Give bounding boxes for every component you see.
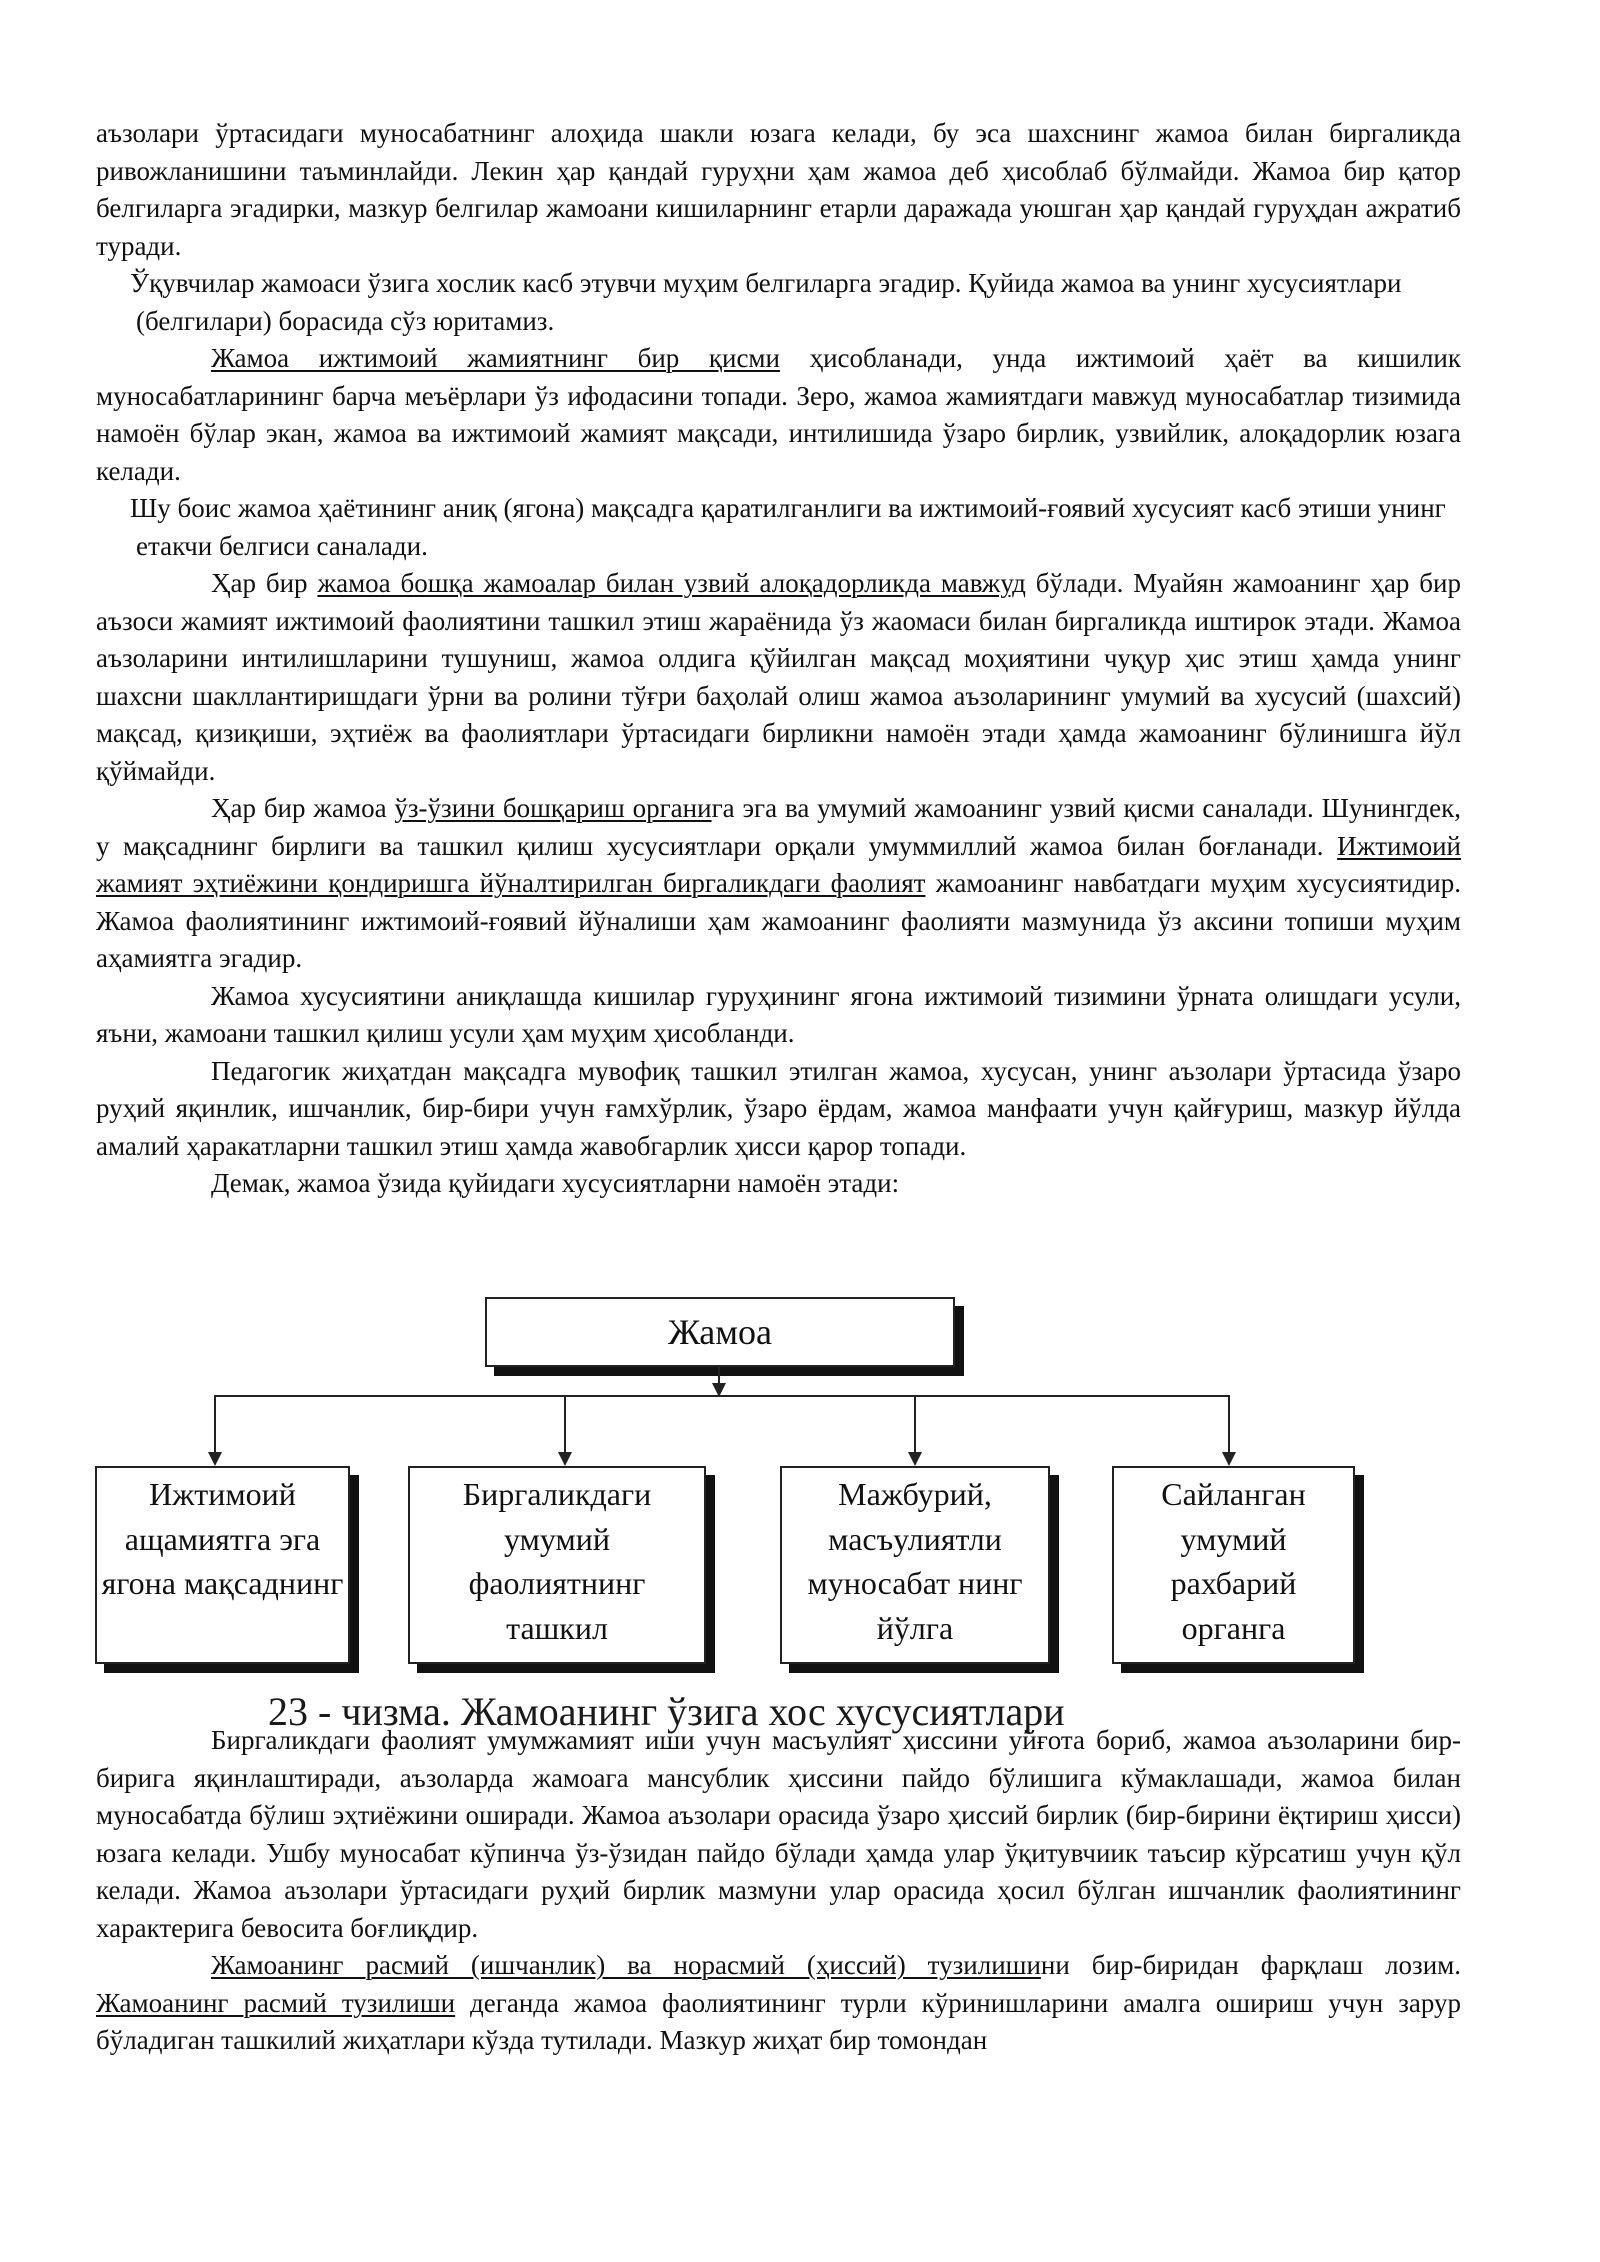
connector-line <box>1228 1395 1230 1435</box>
paragraph-6 <box>96 790 1461 978</box>
paragraph-4: Шу боис жамоа ҳаётининг аниқ (ягона) мақсадга қаратилганлиги ва ижтимоий-ғоявий хусусият касб этиши унинг етакчи белгиси саналади. <box>130 493 1446 561</box>
paragraph-1: аъзолари ўртасидаги муносабатнинг алоҳида шакли юзага келади, бу эса шахснинг жамоа билан биргаликда ривожланишини таъминлайди. Лекин ҳар қандай гуруҳни ҳам жамоа деб ҳисоблаб бўлмайди. Жамоа бир қатор белгиларга эгадирки, мазкур белгилар жамоани кишиларнинг етарли даражада уюшган ҳар қандай гуруҳдан ажратиб туради. <box>96 118 1461 261</box>
paragraph-8: Педагогик жиҳатдан мақсадга мувофиқ ташкил этилган жамоа, хусусан, унинг аъзолари ўртасида ўзаро руҳий яқинлик, ишчанлик, бир-бири учун ғамхўрлик, ўзаро ёрдам, жамоа манфаати учун қайғуриш, мазкур йўлда амалий ҳаракатларни ташкил этиш ҳамда жавобгарлик ҳисси қарор топади. <box>96 1055 1461 1161</box>
paragraph-11 <box>96 1947 1461 2060</box>
connector-line <box>214 1435 216 1452</box>
paragraph-text: га эга ва умумий жамоанинг узвий қисми саналади. Шунингдек, у мақсаднинг бирлиги ва ташкил қилиш хусусиятлари орқали умуммиллий жамоа билан боғланади. <box>96 793 1461 861</box>
connector-line <box>214 1395 216 1435</box>
underlined-phrase: Жамоанинг расмий тузилиши <box>96 1987 456 2018</box>
underlined-phrase: жамоа бошқа жамоалар билан узвий алоқадорликда мавжуд <box>317 568 1026 598</box>
paragraph-text: деганда жамоа фаолиятининг турли кўринишларини амалга ошириш учун зарур бўладиган ташкилий жиҳатлари кўзда тутилади. Мазкур жиҳат бир томондан <box>96 1987 1462 2055</box>
underlined-phrase: Ижтимоий жамият эҳтиёжини қондиришга йўналтирилган биргаликдаги фаолият <box>96 830 1461 898</box>
underlined-phrase: ўз-ўзини бошқариш органи <box>394 793 712 823</box>
diagram-child-box-3: Мажбурий, масъулиятли муносабат нинг йўлга <box>780 1466 1050 1664</box>
arrow-head <box>908 1452 922 1466</box>
paragraph-9: Демак, жамоа ўзида қуйидаги хусусиятларни намоён этади: <box>211 1168 900 1198</box>
underlined-phrase: Жамоанинг расмий (ишчанлик) ва норасмий (ҳиссий) тузилиши <box>211 1950 1041 1980</box>
diagram-child-box-2: Биргаликдаги умумий фаолиятнинг ташкил <box>408 1466 706 1664</box>
diagram-child-box-4: Сайланган умумий рахбарий органга <box>1112 1466 1355 1664</box>
connector-line <box>1228 1435 1230 1452</box>
paragraph-5 <box>96 565 1461 790</box>
arrow-head <box>558 1452 572 1466</box>
paragraph-text: жамоанинг навбатдаги муҳим хусусиятидир. Жамоа фаолиятининг ижтимоий-ғоявий йўналиши ҳам жамоанинг фаолияти мазмунида ўз аксини топиши муҳим аҳамиятга эгадир. <box>96 868 1461 973</box>
paragraph-7: Жамоа хусусиятини аниқлашда кишилар гуруҳининг ягона ижтимоий тизимини ўрната олишдаги усули, яъни, жамоани ташкил қилиш усули ҳам муҳим ҳисобланди. <box>96 980 1461 1048</box>
paragraph-10: Биргаликдаги фаолият умумжамият иши учун масъулият ҳиссини уйғота бориб, жамоа аъзоларини бир-бирига яқинлаштиради, аъзоларда жамоага мансублик ҳиссини пайдо бўлишига кўмаклашади, жамоа билан муносабатда бўлиш эҳтиёжини оширади. Жамоа аъзолари орасида ўзаро ҳиссий бирлик (бир-бирини ёқтириш ҳисси) юзага келади. Ушбу муносабат кўпинча ўз-ўзидан пайдо бўлади ҳамда улар ўқитувчиик таъсир кўрсатиш учун қўл келади. Жамоа аъзолари ўртасидаги руҳий бирлик мазмуни улар орасида ҳосил бўлган ишчанлик фаолиятининг характерига бевосита боғлиқдир. <box>96 1725 1461 1943</box>
text-upper <box>96 115 1461 1203</box>
arrow-head <box>1222 1452 1236 1466</box>
diagram-child-box-1: Ижтимоий ащамиятга эга ягона мақсаднинг <box>95 1466 350 1664</box>
paragraph-text: Ҳар бир жамоа <box>211 793 395 823</box>
connector-line <box>718 1367 720 1383</box>
paragraph-text: Ҳар бир <box>211 568 318 598</box>
paragraph-3 <box>96 340 1461 490</box>
paragraph-2: Ўқувчилар жамоаси ўзига хослик касб этувчи муҳим белгиларга эгадир. Қуйида жамоа ва унинг хусусиятлари (белгилари) борасида сўз юритамиз. <box>130 268 1402 336</box>
text-lower <box>96 1722 1461 2060</box>
connector-line <box>914 1395 916 1435</box>
figure-caption: 23 - чизма. Жамоанинг ўзига хос хусусиятлари <box>268 1689 1065 1734</box>
connector-line <box>914 1435 916 1452</box>
underlined-phrase: Жамоа ижтимоий жамиятнинг бир қисми <box>211 343 780 373</box>
connector-line <box>214 1395 1230 1397</box>
paragraph-text: ҳисобланади, унда ижтимоий ҳаёт ва кишилик муносабатларининг барча меъёрлари ўз ифодасини топади. Зеро, жамоа жамиятдаги мавжуд муносабатлар тизимида намоён бўлар экан, жамоа ва ижтимоий жамият мақсади, интилишида ўзаро бирлик, узвийлик, алоқадорлик юзага келади. <box>96 343 1461 486</box>
connector-line <box>564 1435 566 1452</box>
diagram-root-box <box>485 1297 955 1367</box>
arrow-head <box>208 1452 222 1466</box>
paragraph-text: ни бир-биридан фарқлаш лозим. <box>1040 1950 1461 1980</box>
connector-line <box>564 1395 566 1435</box>
diagram-root-label: Жамоа <box>667 1312 773 1352</box>
paragraph-text: бўлади. Муайян жамоанинг ҳар бир аъзоси жамият ижтимоий фаолиятини ташкил этиш жараёнида ўз жаомаси билан биргаликда иштирок этади. Жамоа аъзоларини интилишларини тушуниш, жамоа олдига қўйилган мақсад моҳиятини чуқур ҳис этиш ҳамда унинг шахсни шакллантиришдаги ўрни ва ролини тўғри баҳолай олиш жамоа аъзоларининг умумий ва хусусий (шахсий) мақсад, қизиқиши, эҳтиёж ва фаолиятлари ўртасидаги бирликни намоён этади ҳамда жамоанинг бўлинишга йўл қўймайди. <box>96 568 1461 786</box>
